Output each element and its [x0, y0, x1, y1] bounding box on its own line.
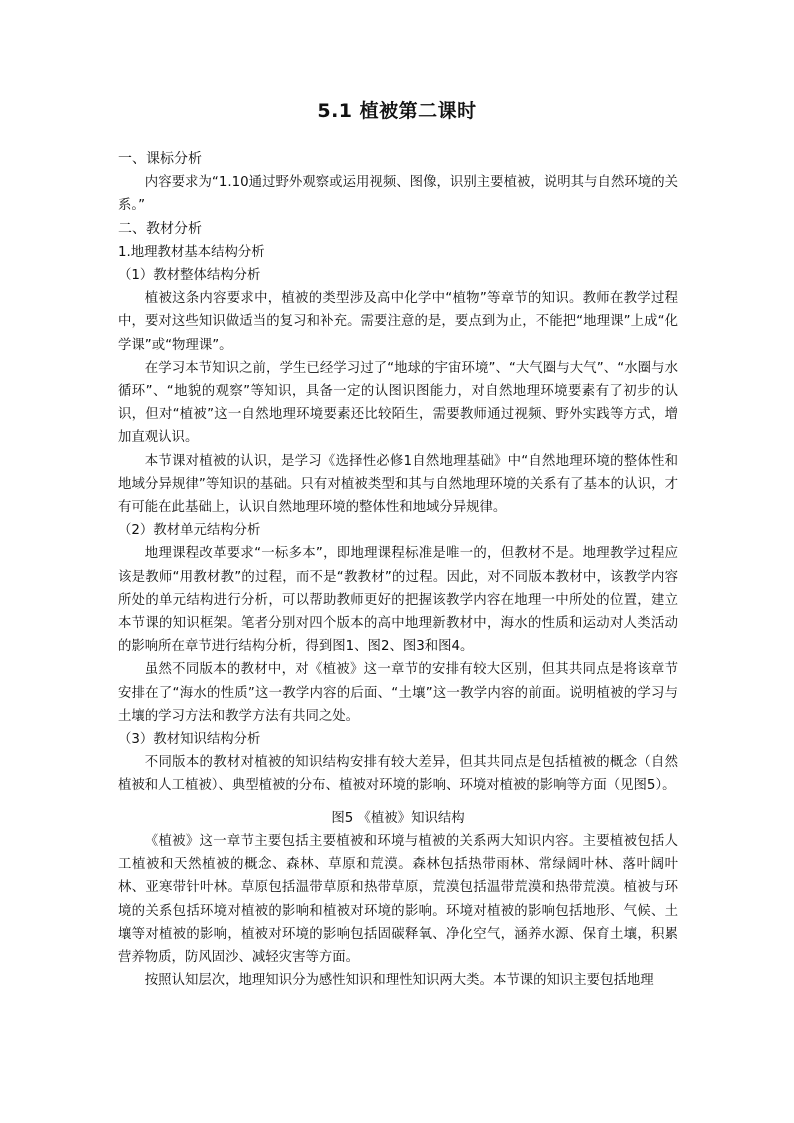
subheading: （2）教材单元结构分析	[118, 523, 261, 539]
paragraph: 按照认知层次，地理知识分为感性知识和理性知识两大类。本节课的知识主要包括地理	[144, 973, 654, 989]
paragraph: 本节课对植被的认识，是学习《选择性必修1自然地理基础》中“自然地理环境的整体性和地域分异规律”等知识的基础。只有对植被类型和其与自然地理环境的关系有了基本的认识，才有可能在此基础上，认识自然地理环境的整体性和地域分异规律。	[118, 453, 678, 516]
subheading: （3）教材知识结构分析	[118, 732, 261, 748]
paragraph: 地理课程改革要求“一标多本”，即地理课程标准是唯一的，但教材不是。地理教学过程应该是教师“用教材教”的过程，而不是“教教材”的过程。因此，对不同版本教材中，该教学内容所处的单元结构进行分析，可以帮助教师更好的把握该教学内容在地理一中所处的位置，建立本节课的知识框架。笔者分别对四个版本的高中地理新教材中，海水的性质和运动对人类活动的影响所在章节进行结构分析，得到图1、图2、图3和图4。	[118, 546, 678, 655]
paragraph: 内容要求为“1.10通过野外观察或运用视频、图像，识别主要植被，说明其与自然环境的关系。”	[118, 175, 678, 214]
subheading: 1.地理教材基本结构分析	[118, 244, 265, 260]
subheading: （1）教材整体结构分析	[118, 268, 261, 284]
document-body	[118, 148, 678, 992]
page-title: 5.1 植被第二课时	[317, 100, 477, 122]
paragraph: 不同版本的教材对植被的知识结构安排有较大差异，但其共同点是包括植被的概念（自然植被和人工植被）、典型植被的分布、植被对环境的影响、环境对植被的影响等方面（见图5）。	[118, 755, 678, 794]
paragraph: 在学习本节知识之前，学生已经学习过了“地球的宇宙环境”、“大气圈与大气”、“水圈与水循环”、“地貌的观察”等知识，具备一定的认图识图能力，对自然地理环境要素有了初步的认识，但对“植被”这一自然地理环境要素还比较陌生，需要教师通过视频、野外实践等方式，增加直观认识。	[118, 360, 678, 446]
paragraph: 植被这条内容要求中，植被的类型涉及高中化学中“植物”等章节的知识。教师在教学过程中，要对这些知识做适当的复习和补充。需要注意的是，要点到为止，不能把“地理课”上成“化学课”或“物理课”。	[118, 291, 678, 353]
section-heading-curriculum: 一、课标分析	[118, 151, 202, 167]
paragraph: 《植被》这一章节主要包括主要植被和环境与植被的关系两大知识内容。主要植被包括人工植被和天然植被的概念、森林、草原和荒漠。森林包括热带雨林、常绿阔叶林、落叶阔叶林、亚寒带针叶林。草原包括温带草原和热带草原，荒漠包括温带荒漠和热带荒漠。植被与环境的关系包括环境对植被的影响和植被对环境的影响。环境对植被的影响包括地形、气候、土壤等对植被的影响，植被对环境的影响包括固碳释氧、净化空气，涵养水源、保育土壤，积累营养物质，防风固沙、减轻灾害等方面。	[118, 833, 678, 965]
paragraph: 虽然不同版本的教材中，对《植被》这一章节的安排有较大区别，但其共同点是将该章节安排在了“海水的性质”这一教学内容的后面、“土壤”这一教学内容的前面。说明植被的学习与土壤的学习方法和教学方法有共同之处。	[118, 662, 678, 724]
figure-caption: 图5 《植被》知识结构	[331, 810, 465, 826]
section-heading-textbook: 二、教材分析	[118, 220, 202, 237]
